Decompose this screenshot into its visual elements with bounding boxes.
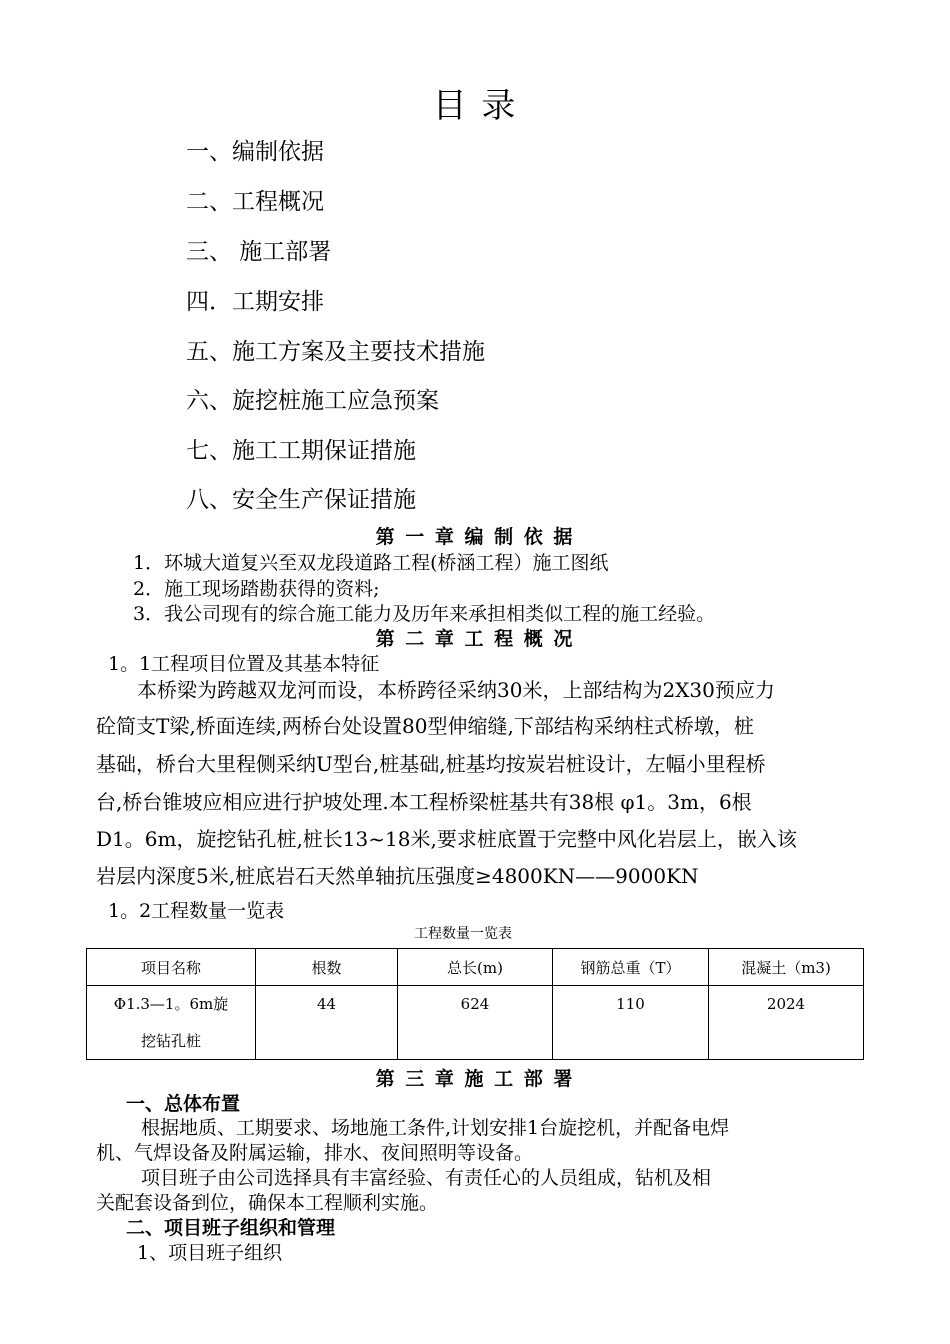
toc-item: 一、编制依据 [186,139,324,165]
table-header-cell: 总长(m) [398,949,553,986]
subsection-title: 一、总体布置 [126,1093,241,1115]
basis-item: 2．施工现场踏勘获得的资料; [133,578,380,600]
toc-item: 三、 施工部署 [186,239,332,265]
toc-title: 目 录 [432,86,518,126]
toc-item: 七、施工工期保证措施 [186,438,416,464]
table-cell-name [87,986,256,1060]
basis-item: 3．我公司现有的综合施工能力及历年来承担相类似工程的施工经验。 [133,603,716,625]
paragraph-line: 基础，桥台大里程侧采纳U型台,桩基础,桩基均按炭岩桩设计，左幅小里程桥 [96,752,766,776]
table-cell-concrete: 2024 [709,986,864,1060]
table-header-cell: 混凝土（m3) [709,949,864,986]
paragraph-line: 台,桥台锥坡应相应进行护坡处理.本工程桥梁桩基共有38根 φ1。3m，6根 [96,790,752,814]
chapter-heading: 第 一 章 编 制 依 据 [375,526,575,548]
chapter-heading: 第 二 章 工 程 概 况 [375,628,575,650]
table-cell-steel: 110 [553,986,709,1060]
toc-item: 四．工期安排 [186,289,324,315]
name-line: Φ1.3—1。6m旋 [113,995,229,1013]
paragraph-line: 本桥梁为跨越双龙河而设，本桥跨径采纳30米，上部结构为2X30预应力 [137,678,775,702]
table-header-cell: 根数 [256,949,398,986]
table-header-row [87,949,864,986]
quantity-table [86,948,864,1060]
subsection-title: 二、项目班子组织和管理 [126,1217,336,1239]
section-title: 1。1工程项目位置及其基本特征 [108,653,380,675]
toc-item: 五、施工方案及主要技术措施 [186,339,485,365]
toc-item: 八、安全生产保证措施 [186,487,416,513]
paragraph-line: 项目班子由公司选择具有丰富经验、有责任心的人员组成，钻机及相 [141,1167,712,1189]
table-cell-length: 624 [398,986,553,1060]
toc-item: 二、工程概况 [186,189,324,215]
paragraph-line: 关配套设备到位，确保本工程顺利实施。 [96,1192,439,1214]
table-caption: 工程数量一览表 [414,926,512,942]
chapter-heading: 第 三 章 施 工 部 署 [375,1068,575,1090]
table-cell-count: 44 [256,986,398,1060]
subsection-item: 1、项目班子组织 [137,1242,283,1264]
paragraph-line: 岩层内深度5米,桩底岩石天然单轴抗压强度≥4800KN——9000KN [96,864,699,888]
paragraph-line: 根据地质、工期要求、场地施工条件,计划安排1台旋挖机，并配备电焊 [141,1117,730,1139]
table-row [87,986,864,1060]
paragraph-line: D1。6m，旋挖钻孔桩,桩长13~18米,要求桩底置于完整中风化岩层上，嵌入该 [96,827,797,851]
toc-item: 六、旋挖桩施工应急预案 [186,388,439,414]
section-title: 1。2工程数量一览表 [108,900,285,922]
table-header-cell: 钢筋总重（T） [553,949,709,986]
paragraph-line: 砼简支T梁,桥面连续,两桥台处设置80型伸缩缝,下部结构采纳柱式桥墩，桩 [96,714,754,738]
name-line: 挖钻孔桩 [140,1032,201,1050]
basis-item: 1．环城大道复兴至双龙段道路工程(桥涵工程）施工图纸 [133,552,609,574]
paragraph-line: 机、气焊设备及附属运输，排水、夜间照明等设备。 [96,1142,534,1164]
table-header-cell: 项目名称 [87,949,256,986]
